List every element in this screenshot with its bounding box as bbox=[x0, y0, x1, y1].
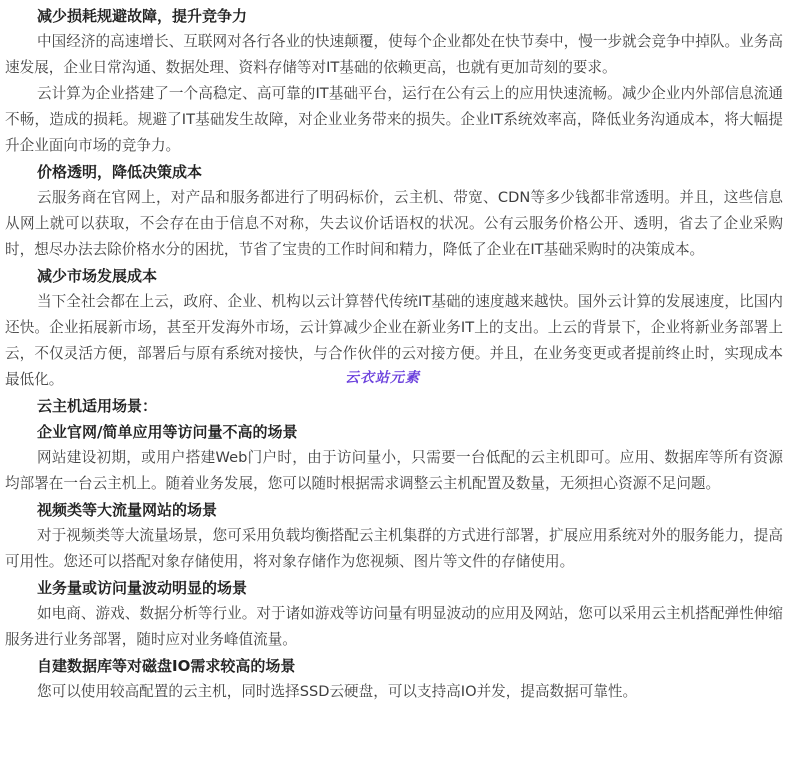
section-heading: 减少损耗规避故障，提升竞争力 bbox=[37, 7, 248, 25]
paragraph: 网站建设初期，或用户搭建Web门户时，由于访问量小，只需要一台低配的云主机即可。应用、数据库等所有资源均部署在一台云主机上。随着业务发展，您可以随时根据需求调整云主机配置及数量，无须担心资源不足问题。 bbox=[5, 449, 783, 492]
subsection-heading: 业务量或访问量波动明显的场景 bbox=[37, 579, 248, 597]
subsection-heading: 企业官网/简单应用等访问量不高的场景 bbox=[37, 423, 298, 441]
subsection-heading: 视频类等大流量网站的场景 bbox=[37, 501, 218, 519]
paragraph: 中国经济的高速增长、互联网对各行各业的快速颠覆，使每个企业都处在快节奏中，慢一步就会竞争中掉队。业务高速发展，企业日常沟通、数据处理、资料存储等对IT基础的依赖更高，也就有更加苛刻的要求。 bbox=[5, 33, 783, 76]
paragraph: 您可以使用较高配置的云主机，同时选择SSD云硬盘，可以支持高IO并发，提高数据可靠性。 bbox=[37, 683, 638, 700]
section-heading: 价格透明，降低决策成本 bbox=[37, 163, 203, 181]
paragraph: 当下全社会都在上云，政府、企业、机构以云计算替代传统IT基础的速度越来越快。国外云计算的发展速度，比国内还快。企业拓展新市场，甚至开发海外市场，云计算减少企业在新业务IT上的支出。上云的背景下，企业将新业务部署上云，不仅灵活方便，部署后与原有系统对接快，与合作伙伴的云对接方便。并且，在业务变更或者提前终止时，实现成本最低化。 bbox=[5, 293, 783, 388]
subsection-heading: 自建数据库等对磁盘IO需求较高的场景 bbox=[37, 657, 296, 675]
paragraph: 云计算为企业搭建了一个高稳定、高可靠的IT基础平台，运行在公有云上的应用快速流畅。减少企业内外部信息流通不畅，造成的损耗。规避了IT基础发生故障，对企业业务带来的损失。企业IT系统效率高，降低业务沟通成本，将大幅提升企业面向市场的竞争力。 bbox=[5, 85, 783, 154]
section-heading: 减少市场发展成本 bbox=[37, 267, 158, 285]
paragraph: 对于视频类等大流量场景，您可采用负载均衡搭配云主机集群的方式进行部署，扩展应用系统对外的服务能力，提高可用性。您还可以搭配对象存储使用，将对象存储作为您视频、图片等文件的存储使用。 bbox=[5, 527, 783, 570]
paragraph: 如电商、游戏、数据分析等行业。对于诸如游戏等访问量有明显波动的应用及网站，您可以采用云主机搭配弹性伸缩服务进行业务部署，随时应对业务峰值流量。 bbox=[5, 605, 783, 648]
section-heading: 云主机适用场景： bbox=[37, 397, 158, 415]
paragraph: 云服务商在官网上，对产品和服务都进行了明码标价，云主机、带宽、CDN等多少钱都非常透明。并且，这些信息从网上就可以获取，不会存在由于信息不对称，失去议价话语权的状况。公有云服务价格公开、透明，省去了企业采购时，想尽办法去除价格水分的困扰，节省了宝贵的工作时间和精力，降低了企业在IT基础采购时的决策成本。 bbox=[5, 189, 783, 258]
watermark: 云衣站元素 bbox=[345, 370, 420, 386]
article-body bbox=[5, 3, 783, 705]
